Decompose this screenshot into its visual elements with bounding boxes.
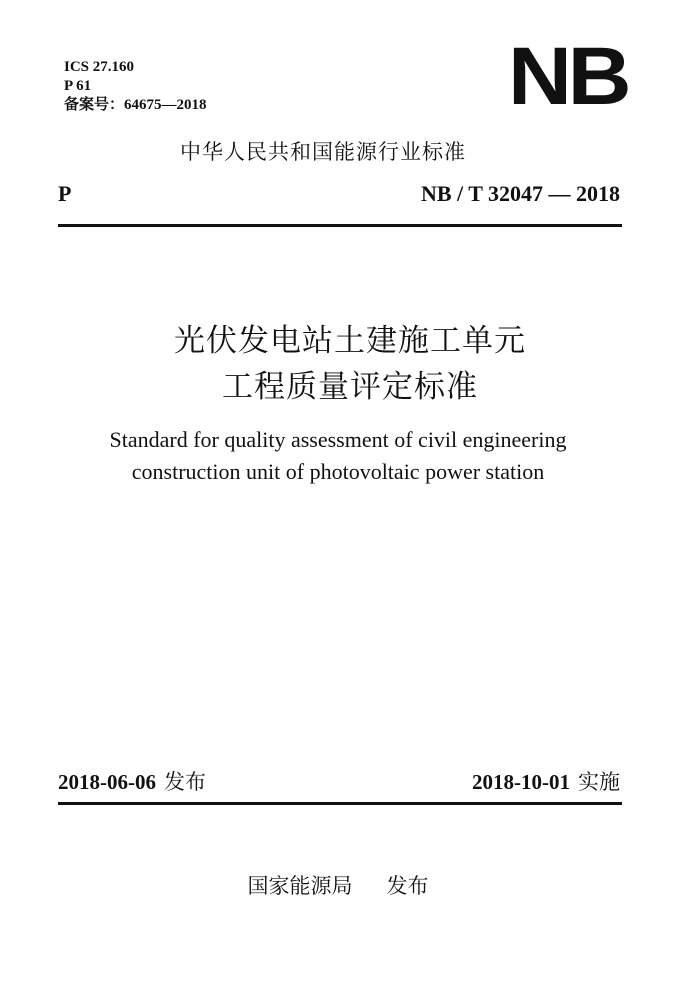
classification-letter: P — [58, 181, 72, 206]
footer-divider — [58, 802, 622, 805]
issue-label: 发布 — [386, 874, 429, 898]
chinese-title-line-1: 光伏发电站土建施工单元 — [174, 323, 526, 359]
header-divider — [58, 224, 622, 227]
chinese-title — [0, 318, 700, 410]
ics-code: ICS 27.160 — [64, 59, 135, 75]
ccs-code: P 61 — [64, 78, 92, 94]
chinese-title-line-2: 工程质量评定标准 — [222, 369, 478, 405]
english-title — [0, 424, 676, 488]
implement-date-block — [472, 766, 620, 796]
standard-code: NB / T 32047 — 2018 — [420, 181, 620, 206]
metadata-block — [64, 58, 207, 115]
issuer-block — [0, 870, 676, 900]
english-title-line-1: Standard for quality assessment of civil engineering — [109, 427, 567, 452]
organization-title: 中华人民共和国能源行业标准 — [180, 140, 466, 164]
nb-logo: NB — [508, 31, 628, 122]
publish-label: 发布 — [164, 770, 206, 794]
implement-date: 2018-10-01 — [472, 770, 570, 794]
publish-date: 2018-06-06 — [58, 770, 156, 794]
english-title-line-2: construction unit of photovoltaic power station — [131, 459, 545, 484]
record-number: 备案号：64675—2018 — [64, 97, 207, 113]
publish-date-block — [58, 766, 206, 796]
issuer-name: 国家能源局 — [247, 874, 353, 898]
implement-label: 实施 — [578, 770, 620, 794]
